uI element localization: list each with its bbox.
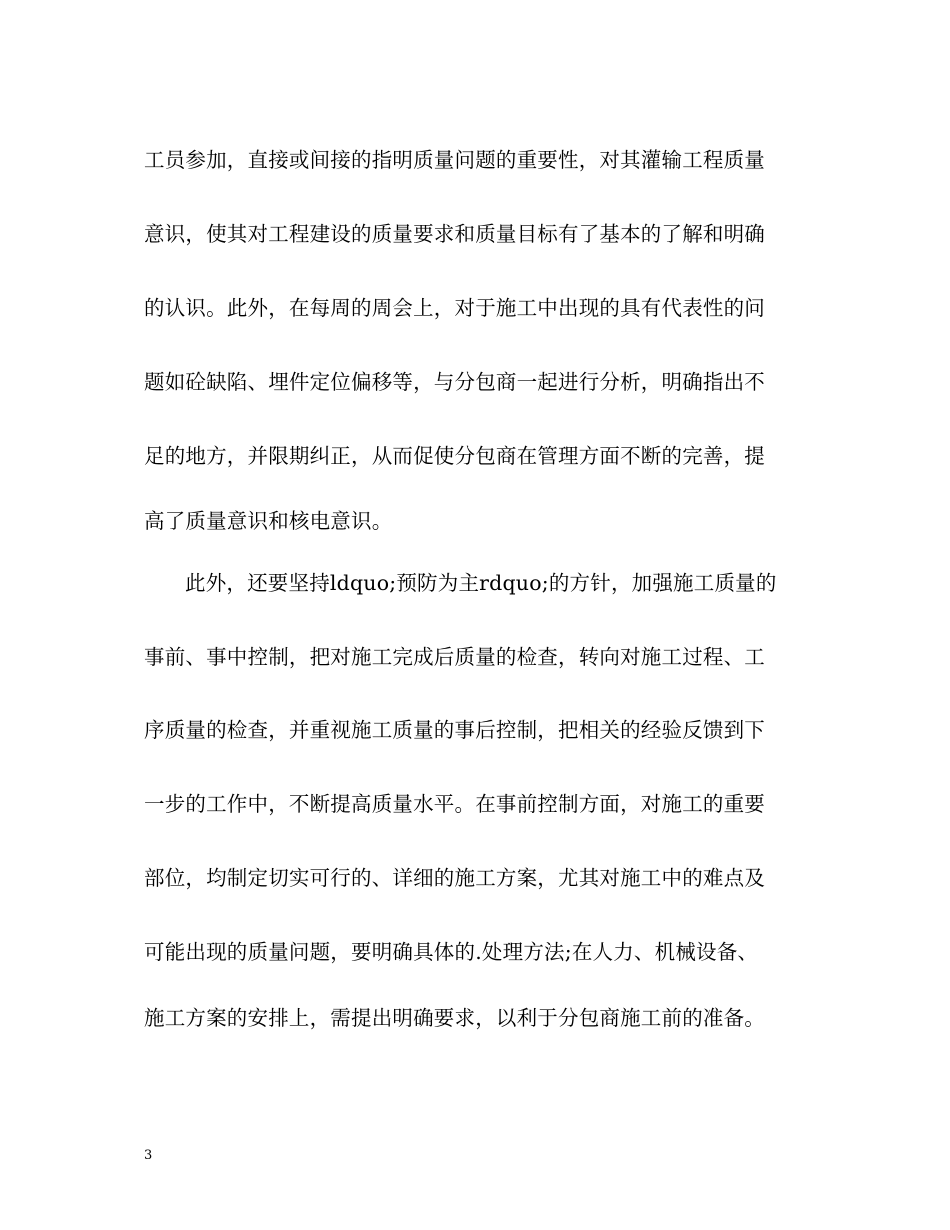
paragraph-1-line-3: 的认识。此外，在每周的周会上，对于施工中出现的具有代表性的问 [144,296,765,320]
paragraph-1-line-6: 高了质量意识和核电意识。 [144,509,393,533]
page-number: 3 [144,1148,153,1163]
paragraph-2-line-7: 施工方案的安排上，需提出明确要求，以利于分包商施工前的准备。 [144,1006,765,1030]
paragraph-1-line-4: 题如砼缺陷、埋件定位偏移等，与分包商一起进行分析，明确指出不 [144,370,765,394]
paragraph-1-line-2: 意识，使其对工程建设的质量要求和质量目标有了基本的了解和明确 [144,222,765,246]
paragraph-1-line-5: 足的地方，并限期纠正，从而促使分包商在管理方面不断的完善，提 [144,444,765,468]
paragraph-2-line-1: 此外，还要坚持ldquo;预防为主rdquo;的方针，加强施工质量的 [185,571,777,595]
paragraph-2-line-2: 事前、事中控制，把对施工完成后质量的检查，转向对施工过程、工 [144,645,765,669]
paragraph-2-line-4: 一步的工作中，不断提高质量水平。在事前控制方面，对施工的重要 [144,792,765,816]
paragraph-2-line-5: 部位，均制定切实可行的、详细的施工方案，尤其对施工中的难点及 [144,866,765,890]
paragraph-1-line-1: 工员参加，直接或间接的指明质量问题的重要性，对其灌输工程质量 [144,148,765,172]
paragraph-2-line-3: 序质量的检查，并重视施工质量的事后控制，把相关的经验反馈到下 [144,718,765,742]
paragraph-2-line-6: 可能出现的质量问题，要明确具体的.处理方法;在人力、机械设备、 [144,940,759,964]
